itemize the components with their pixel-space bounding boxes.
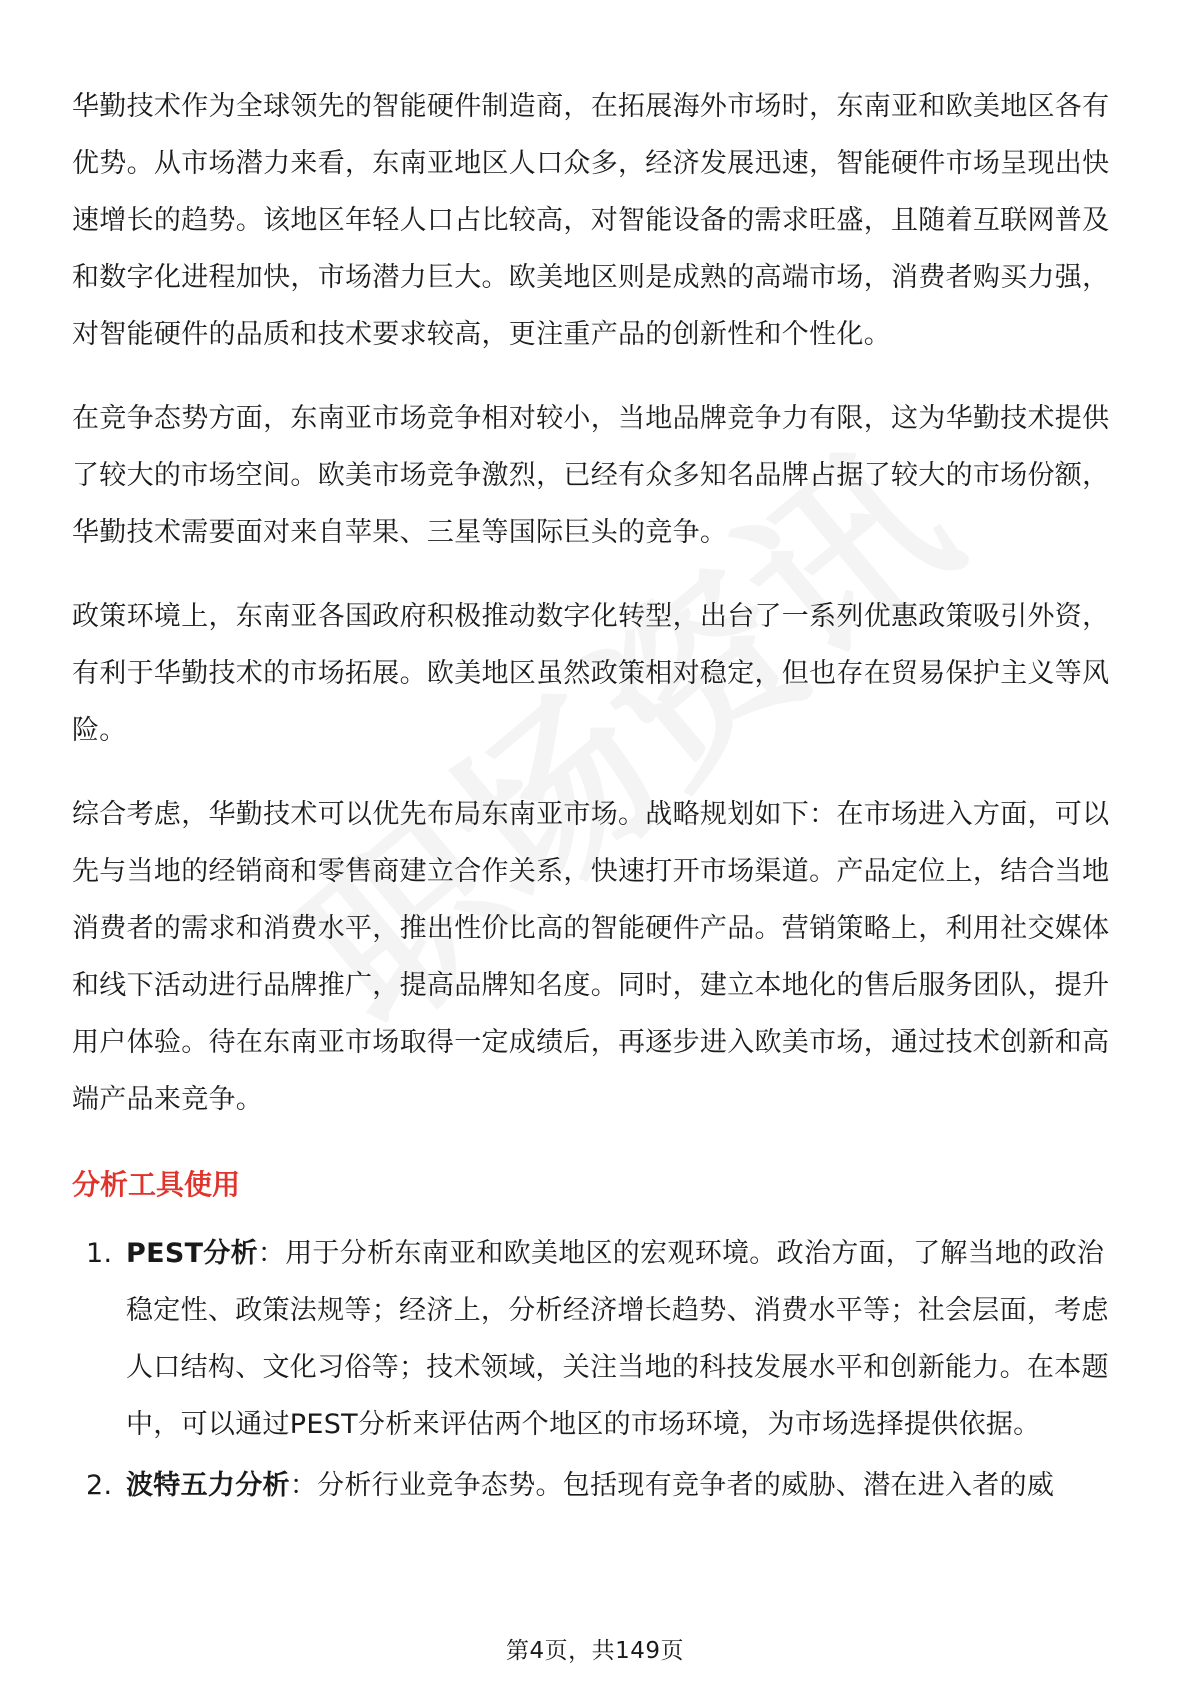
paragraph-competition: 在竞争态势方面，东南亚市场竞争相对较小，当地品牌竞争力有限，这为华勤技术提供了较大的市场空间。欧美市场竞争激烈，已经有众多知名品牌占据了较大的市场份额，华勤技术需要面对来自苹果、三星等国际巨头的竞争。 <box>72 403 1110 548</box>
analysis-tools-list <box>72 1225 1118 1514</box>
list-item-text: ：分析行业竞争态势。包括现有竞争者的威胁、潜在进入者的威 <box>289 1470 1055 1501</box>
page-content <box>72 78 1118 1518</box>
paragraph-market-overview: 华勤技术作为全球领先的智能硬件制造商，在拓展海外市场时，东南亚和欧美地区各有优势。从市场潜力来看，东南亚地区人口众多，经济发展迅速，智能硬件市场呈现出快速增长的趋势。该地区年轻人口占比较高，对智能设备的需求旺盛，且随着互联网普及和数字化进程加快，市场潜力巨大。欧美地区则是成熟的高端市场，消费者购买力强，对智能硬件的品质和技术要求较高，更注重产品的创新性和个性化。 <box>72 91 1110 350</box>
paragraph-policy: 政策环境上，东南亚各国政府积极推动数字化转型，出台了一系列优惠政策吸引外资，有利于华勤技术的市场拓展。欧美地区虽然政策相对稳定，但也存在贸易保护主义等风险。 <box>72 601 1110 746</box>
list-item-text: ：用于分析东南亚和欧美地区的宏观环境。政治方面，了解当地的政治稳定性、政策法规等；经济上，分析经济增长趋势、消费水平等；社会层面，考虑人口结构、文化习俗等；技术领域，关注当地的科技发展水平和创新能力。在本题中，可以通过PEST分析来评估两个地区的市场环境，为市场选择提供依据。 <box>126 1238 1109 1440</box>
list-item-term: PEST分析 <box>126 1238 258 1269</box>
list-item-term: 波特五力分析 <box>126 1470 290 1501</box>
list-item <box>72 1457 1118 1514</box>
page-footer: 第4页，共149页 <box>505 1638 685 1664</box>
section-heading: 分析工具使用 <box>72 1168 241 1201</box>
list-item-number: 1. <box>86 1238 113 1269</box>
list-item <box>72 1225 1118 1453</box>
list-item-number: 2. <box>86 1470 113 1501</box>
paragraph-strategy: 综合考虑，华勤技术可以优先布局东南亚市场。战略规划如下：在市场进入方面，可以先与当地的经销商和零售商建立合作关系，快速打开市场渠道。产品定位上，结合当地消费者的需求和消费水平，推出性价比高的智能硬件产品。营销策略上，利用社交媒体和线下活动进行品牌推广，提高品牌知名度。同时，建立本地化的售后服务团队，提升用户体验。待在东南亚市场取得一定成绩后，再逐步进入欧美市场，通过技术创新和高端产品来竞争。 <box>72 799 1110 1115</box>
